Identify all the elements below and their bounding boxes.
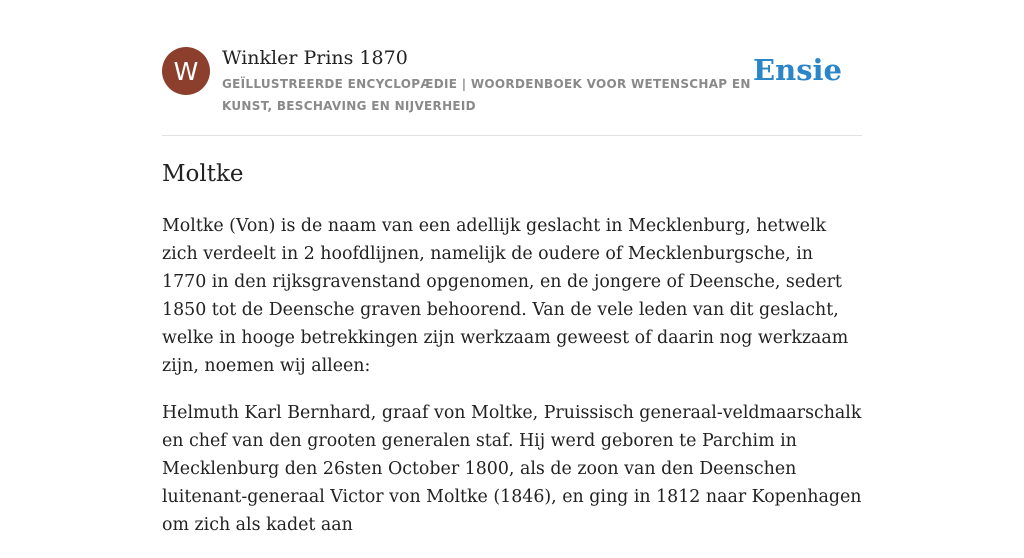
article-paragraph: Helmuth Karl Bernhard, graaf von Moltke, Pruissisch generaal-veldmaarschalk en chef van den grooten generalen staf. Hij werd geboren te Parchim in Mecklenburg den 26sten October 1800, als de zoon van den Deenschen luitenant-generaal Victor von Moltke (1846), en ging in 1812 naar Kopenhagen om zich als kadet aan bbox=[162, 403, 862, 535]
source-subtitle: GEÏLLUSTREERDE ENCYCLOPÆDIE | WOORDENBOEK VOOR WETENSCHAP EN KUNST, BESCHAVING EN NIJVERHEID bbox=[222, 77, 751, 113]
avatar-letter: W bbox=[173, 56, 199, 86]
header-divider bbox=[162, 135, 862, 136]
source-title[interactable]: Winkler Prins 1870 bbox=[222, 47, 408, 69]
ensie-logo-link[interactable]: Ensie bbox=[753, 53, 842, 87]
source-avatar[interactable] bbox=[162, 47, 210, 95]
article-title: Moltke bbox=[162, 161, 244, 187]
source-header bbox=[162, 46, 862, 116]
article-paragraph: Moltke (Von) is de naam van een adellijk geslacht in Mecklenburg, hetwelk zich verdeelt in 2 hoofdlijnen, namelijk de oudere of Mecklenburgsche, in 1770 in den rijksgravenstand opgenomen, en de jongere of Deensche, sedert 1850 tot de Deensche graven behoorend. Van de vele leden van dit geslacht, welke in hooge betrekkingen zijn werkzaam geweest of daarin nog werkzaam zijn, noemen wij alleen: bbox=[162, 216, 849, 376]
article-body bbox=[162, 212, 862, 558]
